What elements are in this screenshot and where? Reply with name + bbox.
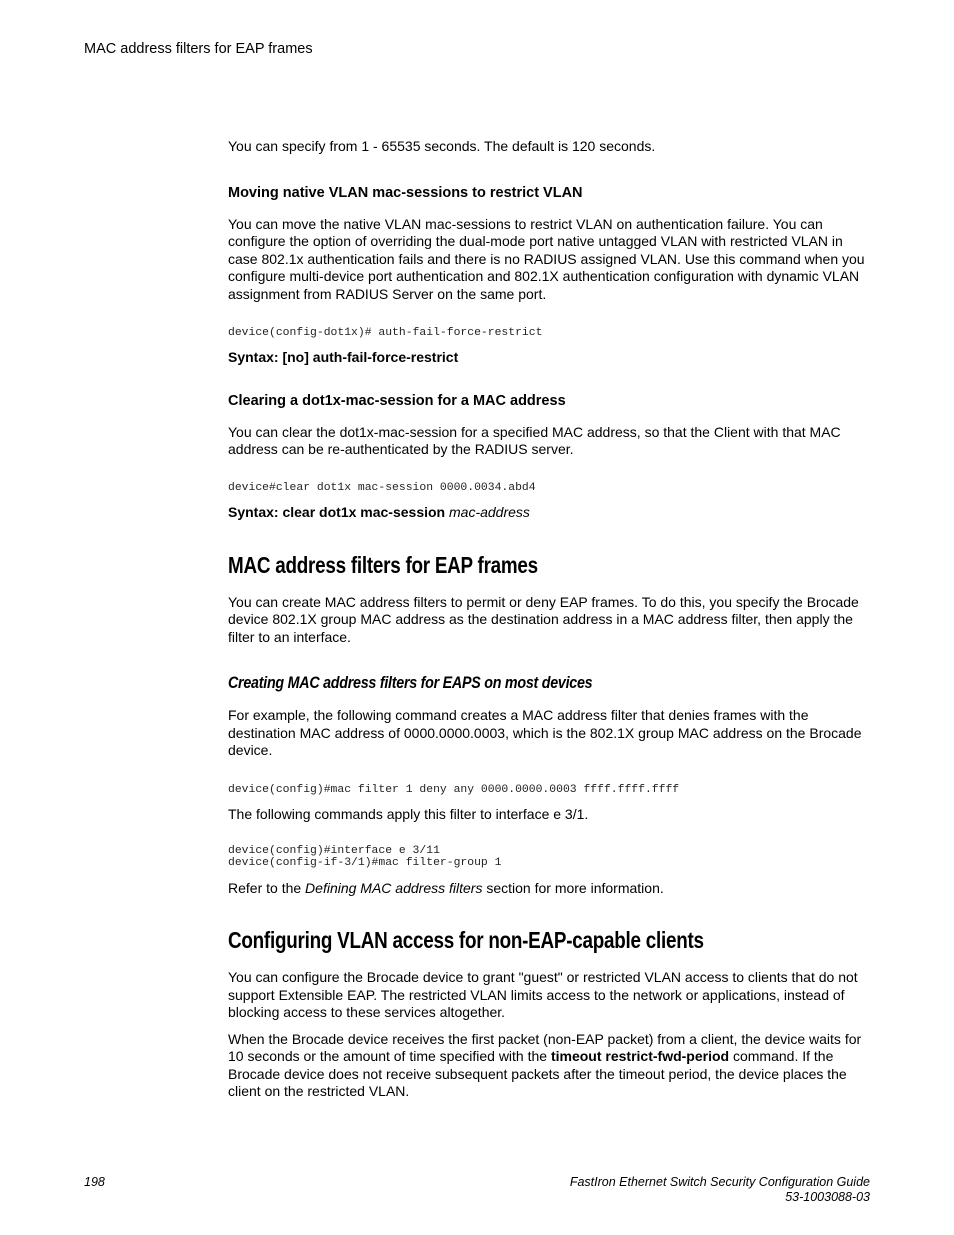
refer-suffix: section for more information. [482,879,664,896]
heading-creating-filters: Creating MAC address filters for EAPS on most devices [228,673,593,693]
refer-link[interactable]: Defining MAC address filters [305,879,483,896]
timeout-command: timeout restrict-fwd-period [550,1048,730,1065]
apply-filter-text: The following commands apply this filter to interface e 3/1. [228,806,589,823]
code-line: device(config-if-3/1)#mac filter-group 1 [228,857,502,870]
native-vlan-body: You can move the native VLAN mac-sessions to restrict VLAN on authentication failure. You can configure the option of overriding the dual-mode port native untagged VLAN with restricted VLAN in case 802.1x authentication fails and there is no RADIUS assigned VLAN. Use this command when you configure multi-device port authentication and 802.1X authentication configuration with dynamic VLAN assignment from RADIUS Server on the same port. [228,215,865,302]
page-number: 198 [84,1175,105,1189]
body2-prefix: When the Brocade device receives the first packet (non-EAP packet) from a client, the device waits for 10 seconds or the amount of time specified with the [228,1030,862,1065]
apply-filter-code [228,845,872,870]
heading-vlan-access: Configuring VLAN access for non-EAP-capable clients [228,927,704,954]
example-body: For example, the following command creates a MAC address filter that denies frames with the destination MAC address of 0000.0000.0003, which is the 802.1X group MAC address on the Brocade device. [228,707,862,759]
syntax-argument: mac-address [449,504,530,521]
code-line: device(config)#interface e 3/11 [228,844,440,857]
intro-text: You can specify from 1 - 65535 seconds. The default is 120 seconds. [228,138,656,154]
native-vlan-code: device(config-dot1x)# auth-fail-force-restrict [228,327,543,339]
heading-mac-filters: MAC address filters for EAP frames [228,551,538,578]
body2-suffix: command. If the Brocade device does not receive subsequent packets after the timeout period, the device places the client on the restricted VLAN. [228,1048,847,1100]
doc-number: 53-1003088-03 [785,1190,870,1204]
page-content [228,138,872,1101]
guide-title: FastIron Ethernet Switch Security Configuration Guide [569,1175,870,1189]
native-vlan-syntax: Syntax: [no] auth-fail-force-restrict [228,349,459,366]
running-header: MAC address filters for EAP frames [84,41,313,57]
clear-session-body: You can clear the dot1x-mac-session for a specified MAC address, so that the Client with that MAC address can be re-authenticated by the RADIUS server. [228,423,841,458]
syntax-command: Syntax: clear dot1x mac-session [228,504,446,521]
heading-native-vlan: Moving native VLAN mac-sessions to restrict VLAN [228,184,583,201]
heading-clear-session: Clearing a dot1x-mac-session for a MAC address [228,392,566,409]
clear-session-code: device#clear dot1x mac-session 0000.0034.abd4 [228,481,536,494]
clear-session-syntax [228,504,872,522]
refer-prefix: Refer to the [228,879,306,896]
mac-filter-code: device(config)#mac filter 1 deny any 0000.0000.0003 ffff.ffff.ffff [228,783,680,796]
vlan-access-body-1: You can configure the Brocade device to grant "guest" or restricted VLAN access to clients that do not support Extensible EAP. The restricted VLAN limits access to the network or applications, instead of blocking access to these services altogether. [228,969,858,1021]
refer-text [228,880,872,898]
mac-filters-body: You can create MAC address filters to permit or deny EAP frames. To do this, you specify the Brocade device 802.1X group MAC address as the destination address in a MAC address filter, then apply the filter to an interface. [228,593,859,645]
footer-doc-info [570,1175,870,1205]
vlan-access-body-2 [228,1031,872,1101]
